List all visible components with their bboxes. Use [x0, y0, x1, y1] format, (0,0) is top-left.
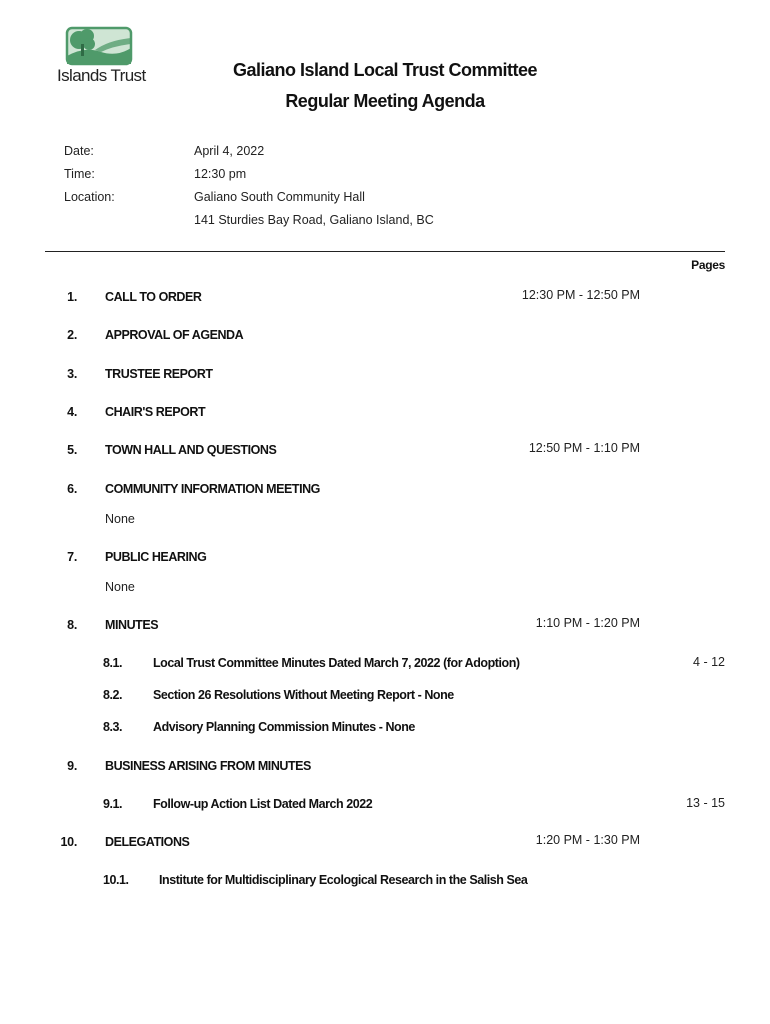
location-line-2: 141 Sturdies Bay Road, Galiano Island, BC: [194, 213, 434, 227]
agenda-subitem-number: 8.1.: [103, 656, 123, 670]
page-title: Galiano Island Local Trust Committee: [232, 60, 538, 80]
agenda-item-title: PUBLIC HEARING: [105, 550, 207, 564]
agenda-item-note: None: [105, 512, 135, 526]
agenda-item-number: 3.: [67, 367, 77, 381]
agenda-subitem-number: 8.3.: [103, 720, 123, 734]
header-divider: [45, 251, 725, 252]
agenda-item-title: CALL TO ORDER: [105, 290, 202, 304]
agenda-subitem-title: Section 26 Resolutions Without Meeting Report - None: [153, 688, 454, 702]
agenda-item-title: APPROVAL OF AGENDA: [105, 328, 244, 342]
agenda-item-number: 1.: [67, 290, 77, 304]
date-value: April 4, 2022: [194, 144, 265, 158]
agenda-item-note: None: [105, 580, 135, 594]
agenda-item-time: 12:30 PM - 12:50 PM: [521, 288, 640, 302]
agenda-item-number: 8.: [67, 618, 77, 632]
logo-wordmark: Islands Trust: [57, 66, 146, 85]
location-line-1: Galiano South Community Hall: [194, 190, 365, 204]
agenda-item-number: 7.: [67, 550, 77, 564]
agenda-item-title: CHAIR'S REPORT: [105, 405, 206, 419]
agenda-subitem-pages: 4 - 12: [693, 655, 725, 669]
agenda-item-title: DELEGATIONS: [105, 835, 190, 849]
agenda-subitem-number: 8.2.: [103, 688, 123, 702]
date-label: Date:: [64, 144, 94, 158]
agenda-item-time: 12:50 PM - 1:10 PM: [528, 441, 640, 455]
location-label: Location:: [64, 190, 115, 204]
agenda-subitem-title: Advisory Planning Commission Minutes - None: [153, 720, 415, 734]
agenda-subitem-title: Follow-up Action List Dated March 2022: [153, 797, 373, 811]
agenda-item-title: COMMUNITY INFORMATION MEETING: [105, 482, 320, 496]
time-value: 12:30 pm: [194, 167, 247, 181]
agenda-item-title: TOWN HALL AND QUESTIONS: [105, 443, 277, 457]
agenda-subitem-number: 9.1.: [103, 797, 123, 811]
agenda-item-title: TRUSTEE REPORT: [105, 367, 213, 381]
agenda-subitem-number: 10.1.: [103, 873, 129, 887]
agenda-item-number: 2.: [67, 328, 77, 342]
agenda-item-number: 4.: [67, 405, 77, 419]
agenda-subitem-title: Local Trust Committee Minutes Dated March 7, 2022 (for Adoption): [153, 656, 520, 670]
agenda-item-number: 5.: [67, 443, 77, 457]
pages-column-header: Pages: [691, 258, 725, 272]
time-label: Time:: [64, 167, 95, 181]
agenda-item-number: 9.: [67, 759, 77, 773]
agenda-item-number: 6.: [67, 482, 77, 496]
agenda-item-time: 1:20 PM - 1:30 PM: [535, 833, 640, 847]
agenda-item-time: 1:10 PM - 1:20 PM: [535, 616, 640, 630]
page-subtitle: Regular Meeting Agenda: [285, 91, 485, 111]
agenda-subitem-pages: 13 - 15: [686, 796, 725, 810]
agenda-item-title: BUSINESS ARISING FROM MINUTES: [105, 759, 311, 773]
agenda-item-number: 10.: [60, 835, 77, 849]
agenda-item-title: MINUTES: [105, 618, 159, 632]
agenda-subitem-title: Institute for Multidisciplinary Ecological Research in the Salish Sea: [159, 873, 528, 887]
